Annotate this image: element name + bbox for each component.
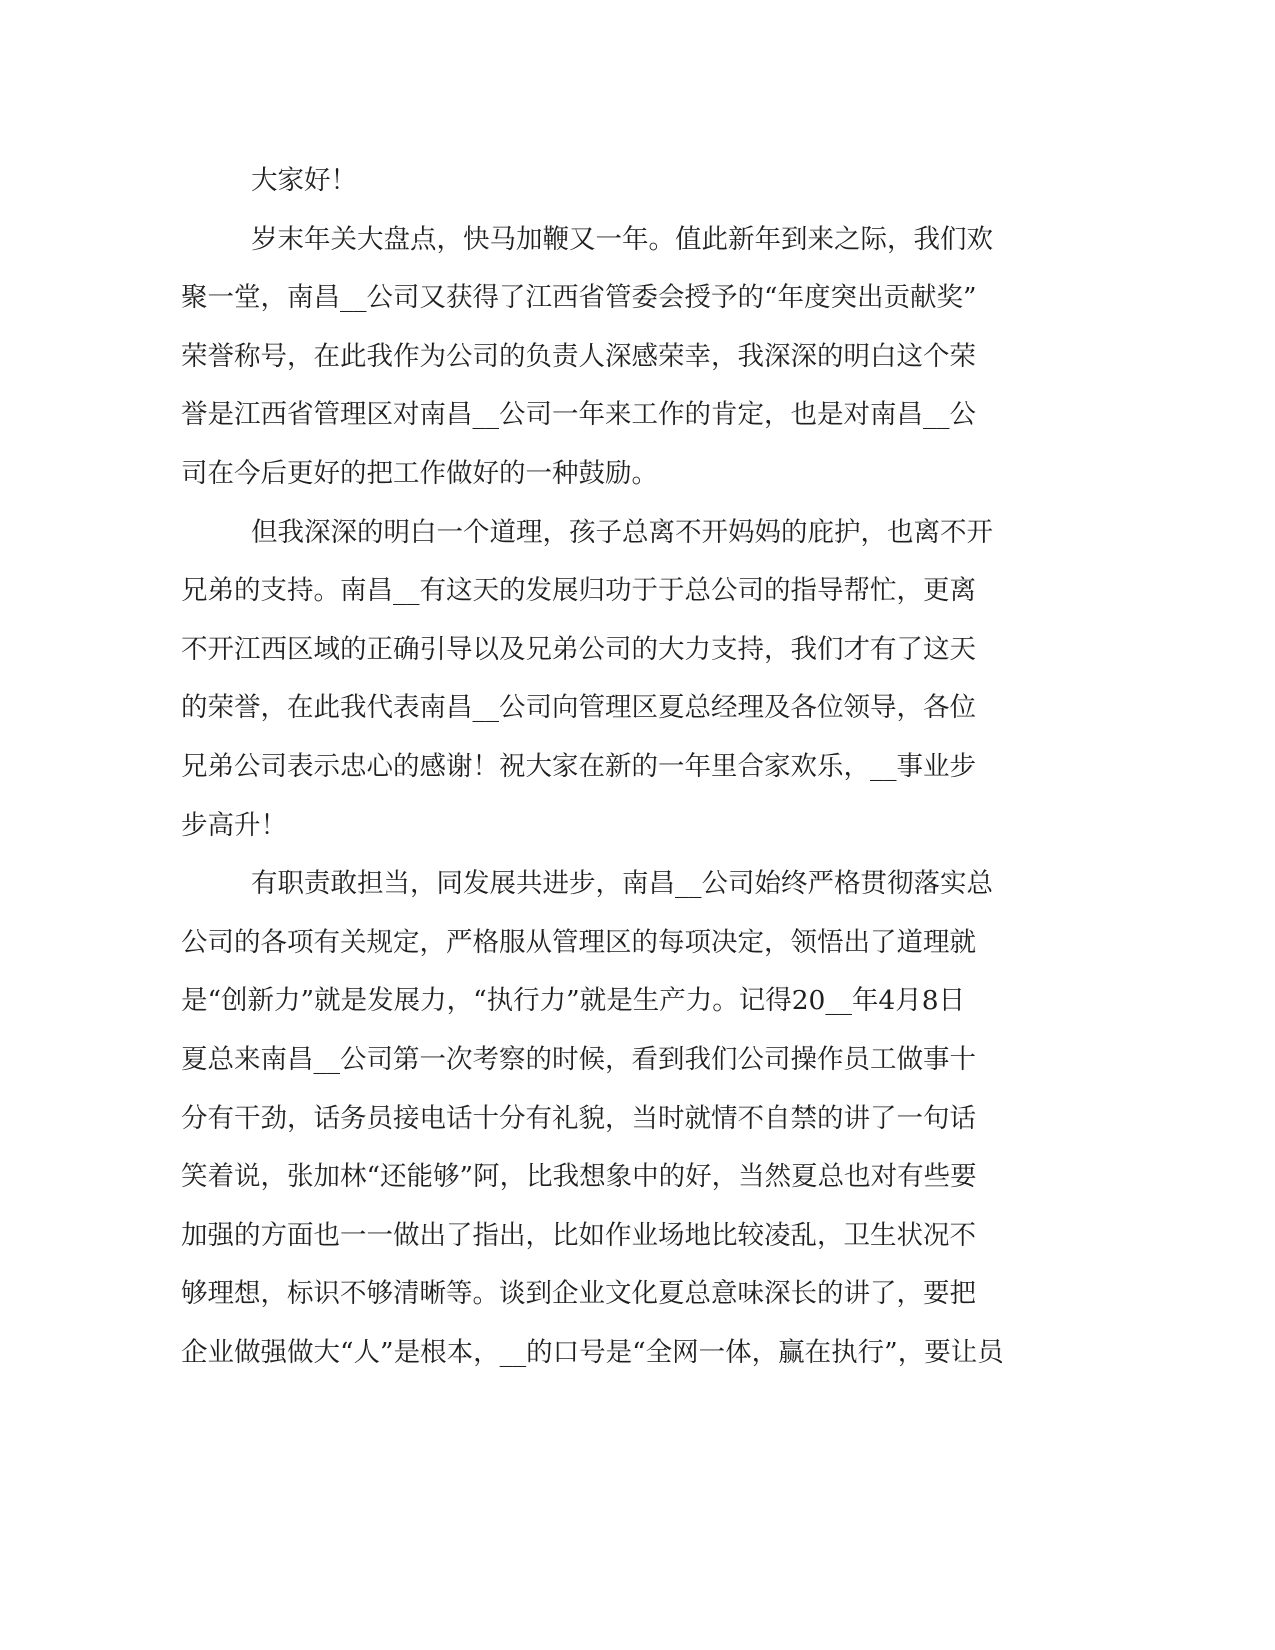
paragraph-3-line-7: 加强的方面也一一做出了指出，比如作业场地比较凌乱，卫生状况不 <box>181 1220 976 1251</box>
paragraph-2-line-1: 但我深深的明白一个道理，孩子总离不开妈妈的庇护，也离不开 <box>251 517 993 548</box>
paragraph-3-line-5: 分有干劲，话务员接电话十分有礼貌，当时就情不自禁的讲了一句话 <box>181 1103 976 1134</box>
paragraph-3-line-9: 企业做强做大“人”是根本，__的口号是“全网一体，赢在执行”，要让员 <box>181 1337 1004 1368</box>
paragraph-2-line-3: 不开江西区域的正确引导以及兄弟公司的大力支持，我们才有了这天 <box>181 634 976 665</box>
paragraph-2-line-2: 兄弟的支持。南昌__有这天的发展归功于于总公司的指导帮忙，更离 <box>181 575 976 606</box>
paragraph-1-line-5: 司在今后更好的把工作做好的一种鼓励。 <box>181 458 658 489</box>
paragraph-3-line-8: 够理想，标识不够清晰等。谈到企业文化夏总意味深长的讲了，要把 <box>181 1278 976 1309</box>
paragraph-1-line-1: 岁末年关大盘点，快马加鞭又一年。值此新年到来之际，我们欢 <box>251 224 993 255</box>
paragraph-1-line-3: 荣誉称号，在此我作为公司的负责人深感荣幸，我深深的明白这个荣 <box>181 341 976 372</box>
paragraph-3-line-6: 笑着说，张加林“还能够”阿，比我想象中的好，当然夏总也对有些要 <box>181 1161 977 1192</box>
paragraph-2-line-6: 步高升！ <box>181 810 287 841</box>
paragraph-3-line-3: 是“创新力”就是发展力，“执行力”就是生产力。记得20__年4月8日 <box>181 985 966 1016</box>
paragraph-2-line-5: 兄弟公司表示忠心的感谢！祝大家在新的一年里合家欢乐，__事业步 <box>181 751 976 782</box>
paragraph-3-line-1: 有职责敢担当，同发展共进步，南昌__公司始终严格贯彻落实总 <box>251 868 993 899</box>
paragraph-1-line-4: 誉是江西省管理区对南昌__公司一年来工作的肯定，也是对南昌__公 <box>181 399 976 430</box>
paragraph-3-line-2: 公司的各项有关规定，严格服从管理区的每项决定，领悟出了道理就 <box>181 927 976 958</box>
paragraph-3-line-4: 夏总来南昌__公司第一次考察的时候，看到我们公司操作员工做事十 <box>181 1044 976 1075</box>
greeting-line: 大家好！ <box>251 165 357 196</box>
paragraph-2-line-4: 的荣誉，在此我代表南昌__公司向管理区夏总经理及各位领导，各位 <box>181 692 976 723</box>
paragraph-1-line-2: 聚一堂，南昌__公司又获得了江西省管委会授予的“年度突出贡献奖” <box>181 282 977 313</box>
